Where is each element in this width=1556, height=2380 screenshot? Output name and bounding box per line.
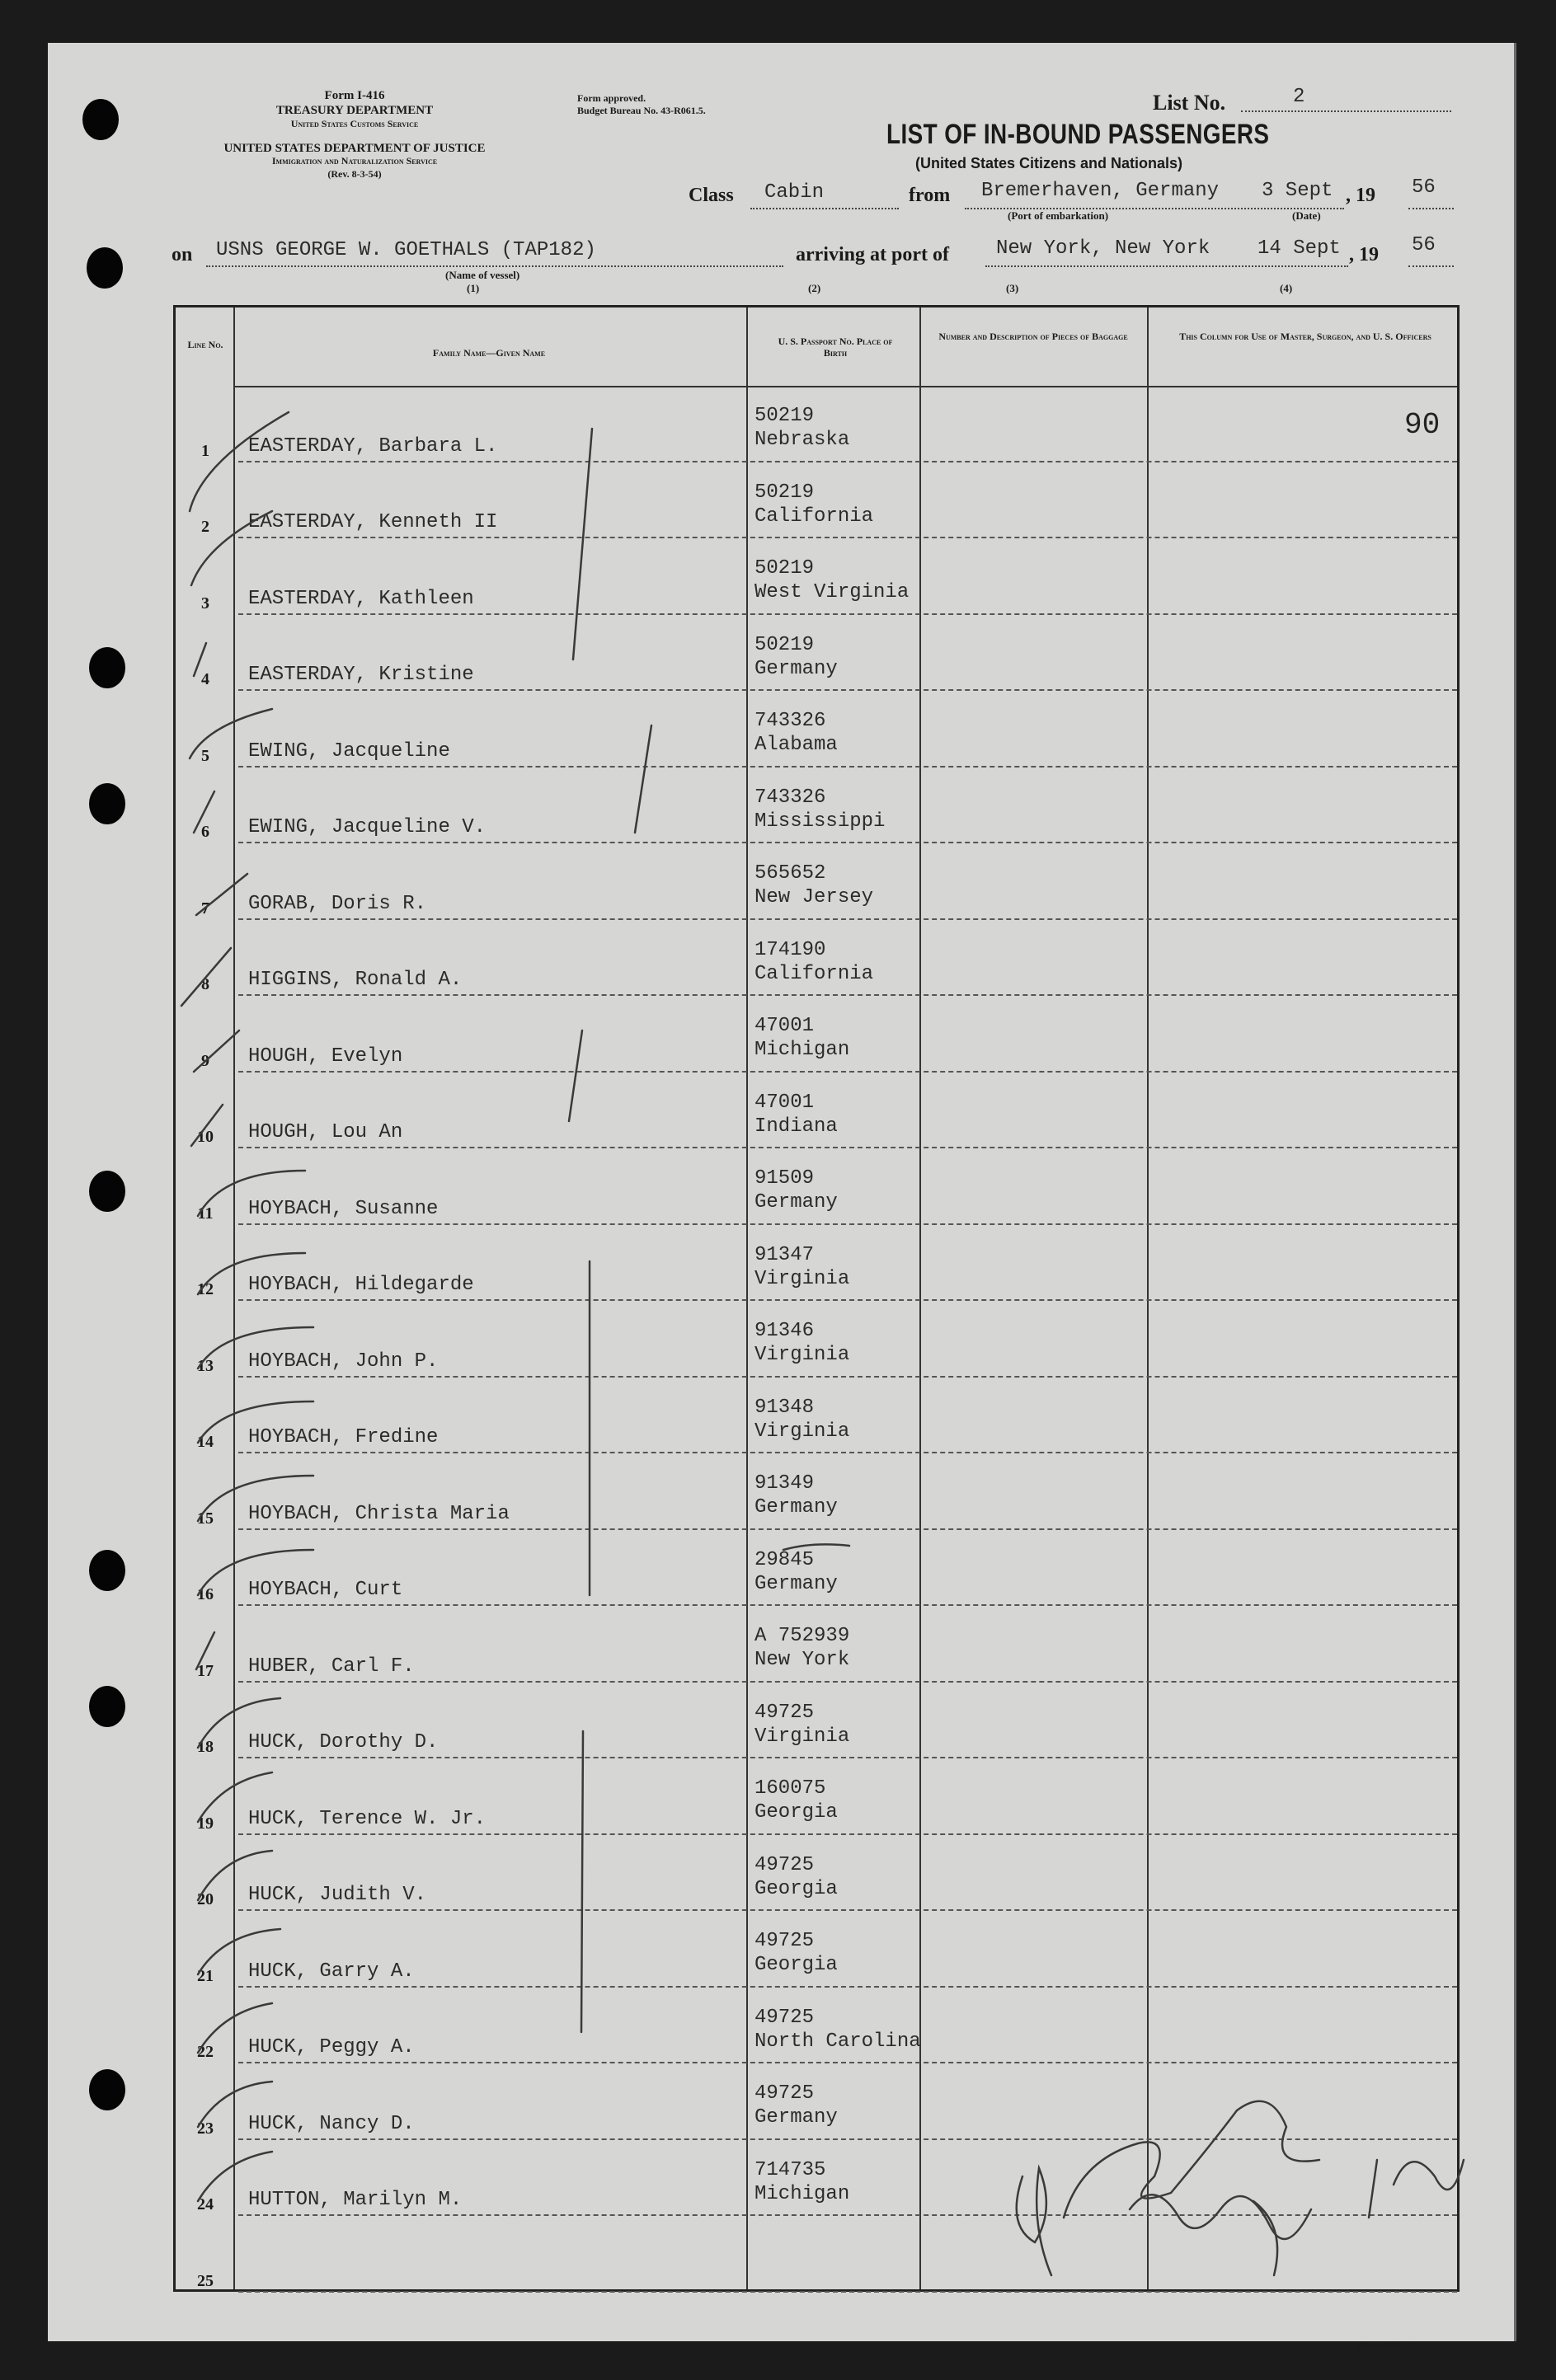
place-of-birth: Virginia <box>754 1267 850 1290</box>
table-row <box>176 615 1457 692</box>
place-of-birth: Mississippi <box>754 810 886 833</box>
class-label: Class <box>689 185 734 206</box>
binder-hole <box>82 99 119 140</box>
col-header-line-no: Line No. <box>187 339 223 350</box>
line-number: 24 <box>197 2195 214 2213</box>
binder-hole <box>89 2069 125 2110</box>
passport-number: 743326 <box>754 710 826 732</box>
table-row <box>176 691 1457 768</box>
passport-cell <box>754 1091 838 1138</box>
page-subtitle: (United States Citizens and Nationals) <box>915 155 1183 171</box>
place-of-birth: West Virginia <box>754 581 910 603</box>
table-row <box>176 2063 1457 2140</box>
passport-cell <box>754 861 873 909</box>
passport-cell <box>754 1319 849 1367</box>
passport-number: 714735 <box>754 2158 826 2181</box>
line-number: 23 <box>197 2119 214 2138</box>
passport-cell <box>754 2006 921 2054</box>
passport-cell <box>754 938 873 986</box>
passport-cell <box>754 1624 849 1672</box>
line-number: 19 <box>197 1814 214 1833</box>
passport-number: 91347 <box>754 1243 815 1266</box>
table-row <box>176 1988 1457 2064</box>
passport-number: 50219 <box>754 405 815 427</box>
place-of-birth: Georgia <box>754 1954 838 1976</box>
form-number: Form I-416 <box>324 89 385 102</box>
passport-cell <box>754 1243 849 1291</box>
passport-number: 743326 <box>754 786 826 809</box>
passport-cell <box>754 404 849 452</box>
binder-hole <box>89 1686 125 1727</box>
place-of-birth: Nebraska <box>754 429 850 451</box>
place-of-birth: California <box>754 962 874 985</box>
line-number: 15 <box>197 1509 214 1528</box>
passenger-name: EASTERDAY, Kristine <box>248 664 474 686</box>
passport-cell <box>754 1548 838 1596</box>
passport-cell <box>754 1472 838 1519</box>
passport-number: 174190 <box>754 938 826 961</box>
treasury-department: TREASURY DEPARTMENT <box>275 104 434 117</box>
arrival-year-prefix: , 19 <box>1349 244 1379 265</box>
passport-number: A 752939 <box>754 1625 850 1647</box>
table-row <box>176 1911 1457 1988</box>
table-row <box>176 1378 1457 1454</box>
binder-hole <box>87 247 123 289</box>
passport-cell <box>754 556 909 604</box>
passenger-name: HOUGH, Evelyn <box>248 1044 403 1068</box>
passenger-name: HUCK, Judith V. <box>248 1884 427 1906</box>
arrival-year: 56 <box>1412 234 1436 256</box>
table-row <box>176 996 1457 1073</box>
embark-year-prefix: , 19 <box>1346 185 1375 206</box>
passport-cell <box>754 1167 838 1214</box>
place-of-birth: Virginia <box>754 1725 850 1748</box>
col-header-passport: U. S. Passport No. Place of Birth <box>778 336 893 359</box>
passport-number: 50219 <box>754 557 815 580</box>
line-number: 22 <box>197 2043 214 2061</box>
table-row <box>176 1530 1457 1607</box>
line-number: 3 <box>201 594 209 613</box>
passenger-name: HUTTON, Marilyn M. <box>248 2189 463 2211</box>
line-number: 25 <box>197 2271 214 2290</box>
vessel-caption: (Name of vessel) <box>445 269 520 281</box>
binder-hole <box>89 1171 125 1212</box>
passenger-name: EWING, Jacqueline <box>248 739 450 763</box>
passport-number: 49725 <box>754 1853 815 1876</box>
table-row <box>176 2140 1457 2217</box>
passport-cell <box>754 633 838 681</box>
arrival-year-line <box>1408 265 1454 267</box>
passenger-name: HUBER, Carl F. <box>248 1655 415 1678</box>
passenger-name: EASTERDAY, Kathleen <box>248 587 474 610</box>
place-of-birth: Michigan <box>754 1039 850 1061</box>
table-row <box>176 1453 1457 1530</box>
table-row <box>176 1148 1457 1225</box>
passenger-name: HOYBACH, Christa Maria <box>248 1502 510 1525</box>
line-number: 17 <box>197 1661 214 1680</box>
table-row <box>176 1606 1457 1683</box>
list-no-line <box>1241 110 1451 112</box>
on-label: on <box>172 244 193 265</box>
table-row <box>176 1758 1457 1835</box>
passenger-name: EASTERDAY, Barbara L. <box>248 434 498 458</box>
from-value: Bremerhaven, Germany <box>981 180 1220 202</box>
customs-service: United States Customs Service <box>290 118 419 129</box>
table-row <box>176 462 1457 539</box>
place-of-birth: New York <box>754 1649 850 1671</box>
passport-cell <box>754 1396 849 1443</box>
passport-number: 160075 <box>754 1777 826 1800</box>
line-number: 10 <box>197 1128 214 1146</box>
class-value: Cabin <box>764 181 825 204</box>
port-embarkation-caption: (Port of embarkation) <box>1008 209 1109 222</box>
line-number: 11 <box>197 1204 214 1223</box>
passport-number: 91509 <box>754 1167 815 1190</box>
passport-cell <box>754 1777 838 1824</box>
line-number: 4 <box>201 670 209 688</box>
passenger-name: EWING, Jacqueline V. <box>248 816 487 838</box>
line-number: 21 <box>197 1966 214 1985</box>
passport-cell <box>754 1701 849 1749</box>
passenger-name: HUCK, Nancy D. <box>248 2112 415 2135</box>
line-number: 14 <box>197 1433 214 1451</box>
table-row <box>176 1073 1457 1149</box>
passenger-name: HOYBACH, Fredine <box>248 1426 439 1448</box>
port-caption-number: (3) <box>1006 282 1019 294</box>
table-row <box>176 1835 1457 1912</box>
passport-number: 50219 <box>754 633 815 656</box>
passenger-name: HOYBACH, Curt <box>248 1579 403 1601</box>
budget-bureau: Budget Bureau No. 43-R061.5. <box>577 105 706 116</box>
passport-number: 49725 <box>754 1701 815 1724</box>
place-of-birth: Germany <box>754 1572 838 1595</box>
passenger-name: HOUGH, Lou An <box>248 1121 403 1143</box>
place-of-birth: Georgia <box>754 1801 838 1824</box>
passport-number: 91349 <box>754 1472 815 1495</box>
passport-cell <box>754 1853 838 1901</box>
table-row <box>176 1225 1457 1302</box>
arriving-label: arriving at port of <box>796 244 949 265</box>
line-number: 5 <box>201 746 209 765</box>
passenger-name: HOYBACH, John P. <box>248 1350 439 1373</box>
binder-hole <box>89 1550 125 1591</box>
passport-number: 49725 <box>754 2006 815 2029</box>
line-number: 12 <box>197 1280 214 1298</box>
class-line <box>750 208 899 209</box>
passenger-name: HUCK, Garry A. <box>248 1960 415 1983</box>
passport-number: 47001 <box>754 1015 815 1037</box>
vessel-name: USNS GEORGE W. GOETHALS (TAP182) <box>216 239 596 261</box>
passenger-name: HUCK, Peggy A. <box>248 2036 415 2058</box>
passport-cell <box>754 1014 849 1062</box>
place-of-birth: Germany <box>754 657 838 680</box>
place-of-birth: North Carolina <box>754 2030 921 2053</box>
officer-note: 90 <box>1404 408 1441 442</box>
passenger-name: GORAB, Doris R. <box>248 892 427 915</box>
port-line <box>985 265 1348 267</box>
passenger-name: EASTERDAY, Kenneth II <box>248 511 498 533</box>
embark-year: 56 <box>1412 176 1436 199</box>
passport-number: 565652 <box>754 862 826 885</box>
place-of-birth: Germany <box>754 2106 838 2129</box>
passenger-name: HOYBACH, Susanne <box>248 1197 439 1220</box>
table-row <box>176 920 1457 997</box>
binder-hole <box>89 783 125 824</box>
line-number: 8 <box>201 975 209 993</box>
line-number: 9 <box>201 1051 209 1070</box>
table-row <box>176 768 1457 844</box>
place-of-birth: New Jersey <box>754 886 874 908</box>
table-row <box>176 2216 1457 2293</box>
passport-cell <box>754 2158 849 2206</box>
passenger-table <box>173 305 1460 2292</box>
col-header-officers: This Column for Use of Master, Surgeon, and U. S. Officers <box>1179 331 1431 342</box>
vessel-caption-number: (1) <box>467 282 480 294</box>
passport-cell <box>754 2082 838 2129</box>
place-of-birth: Germany <box>754 1191 838 1213</box>
place-of-birth: Virginia <box>754 1420 850 1443</box>
vessel-line <box>206 265 783 267</box>
place-of-birth: Germany <box>754 1496 838 1519</box>
line-number: 20 <box>197 1890 214 1908</box>
line-number: 6 <box>201 823 209 841</box>
passport-cell <box>754 1929 838 1977</box>
embark-date: 3 Sept <box>1262 180 1333 202</box>
passport-number: 91346 <box>754 1320 815 1342</box>
passenger-name: HUCK, Terence W. Jr. <box>248 1807 487 1830</box>
list-no-value: 2 <box>1293 86 1305 108</box>
line-number: 1 <box>201 441 209 460</box>
passport-number: 47001 <box>754 1091 815 1114</box>
passenger-name: HUCK, Dorothy D. <box>248 1731 439 1753</box>
passport-number: 49725 <box>754 2082 815 2105</box>
place-of-birth: Georgia <box>754 1877 838 1900</box>
place-of-birth: Michigan <box>754 2182 850 2205</box>
col-header-name: Family Name—Given Name <box>432 347 546 359</box>
passenger-name: HIGGINS, Ronald A. <box>248 969 463 991</box>
arrival-date: 14 Sept <box>1257 237 1341 260</box>
footer-code: 16—54652-2 <box>1356 2340 1414 2351</box>
passport-cell <box>754 709 838 757</box>
list-no-label: List No. <box>1153 91 1226 115</box>
date-caption: (Date) <box>1292 209 1321 222</box>
passenger-name: HOYBACH, Hildegarde <box>248 1274 474 1296</box>
arrival-port: New York, New York <box>996 237 1210 260</box>
revision-date: (Rev. 8-3-54) <box>327 168 382 180</box>
place-of-birth: California <box>754 505 874 528</box>
col-header-baggage: Number and Description of Pieces of Baggage <box>938 331 1128 342</box>
arriving-caption-number: (2) <box>808 282 821 294</box>
date-caption-number: (4) <box>1280 282 1293 294</box>
embark-year-line <box>1408 208 1454 209</box>
justice-department: UNITED STATES DEPARTMENT OF JUSTICE <box>223 142 486 155</box>
table-row <box>176 1683 1457 1759</box>
table-row <box>176 1301 1457 1378</box>
place-of-birth: Virginia <box>754 1344 850 1366</box>
line-number: 2 <box>201 518 209 536</box>
row-rule <box>238 2291 1457 2293</box>
table-row <box>176 843 1457 920</box>
binder-hole <box>89 647 125 688</box>
line-number: 13 <box>197 1356 214 1375</box>
form-approved: Form approved. <box>577 92 646 104</box>
passport-number: 49725 <box>754 1930 815 1952</box>
place-of-birth: Alabama <box>754 734 838 756</box>
from-label: from <box>909 185 951 206</box>
passport-cell <box>754 481 873 528</box>
page-title: LIST OF IN-BOUND PASSENGERS <box>886 119 1270 150</box>
passport-number: 50219 <box>754 481 815 504</box>
place-of-birth: Indiana <box>754 1115 838 1138</box>
passport-number: 29845 <box>754 1548 815 1571</box>
table-row <box>176 386 1457 462</box>
passport-number: 91348 <box>754 1396 815 1419</box>
passport-cell <box>754 786 885 833</box>
line-number: 7 <box>201 899 209 918</box>
line-number: 18 <box>197 1738 214 1756</box>
immigration-service: Immigration and Naturalization Service <box>271 155 438 167</box>
line-number: 16 <box>197 1585 214 1603</box>
table-row <box>176 538 1457 615</box>
